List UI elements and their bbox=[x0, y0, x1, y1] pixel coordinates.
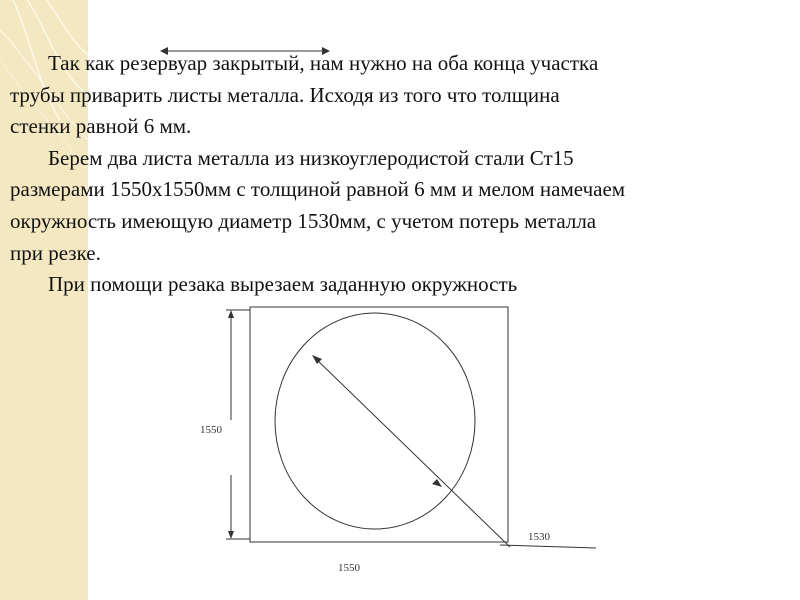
paragraph-2-line-3: окружность имеющую диаметр 1530мм, с учетом потерь металла bbox=[10, 208, 597, 233]
paragraph-1-line-2: трубы приварить листы металла. Исходя из того что толщина bbox=[10, 82, 560, 107]
cut-circle bbox=[275, 313, 475, 529]
paragraph-1-line-3: стенки равной 6 мм. bbox=[10, 114, 192, 139]
diameter-line bbox=[314, 357, 510, 547]
diameter-leader-line bbox=[500, 545, 596, 548]
metal-sheet-square bbox=[250, 307, 508, 542]
height-arrowhead-top bbox=[228, 310, 234, 318]
width-dimension-label: 1550 bbox=[338, 562, 360, 574]
paragraph-2-line-2: размерами 1550х1550мм с толщиной равной 6 мм и мелом намечаем bbox=[10, 177, 626, 202]
height-dimension-label: 1550 bbox=[200, 424, 222, 436]
paragraph-1-line-1: Так как резервуар закрытый, нам нужно на оба конца участка bbox=[48, 51, 599, 75]
paragraph-3-line-1: При помощи резака вырезаем заданную окружность bbox=[48, 272, 518, 297]
height-arrowhead-bottom bbox=[228, 531, 234, 539]
paragraph-2-line-4: при резке. bbox=[10, 240, 101, 265]
paragraph-2-line-1: Берем два листа металла из низкоуглеродистой стали Ст15 bbox=[48, 145, 574, 170]
diameter-dimension-label: 1530 bbox=[528, 531, 550, 543]
